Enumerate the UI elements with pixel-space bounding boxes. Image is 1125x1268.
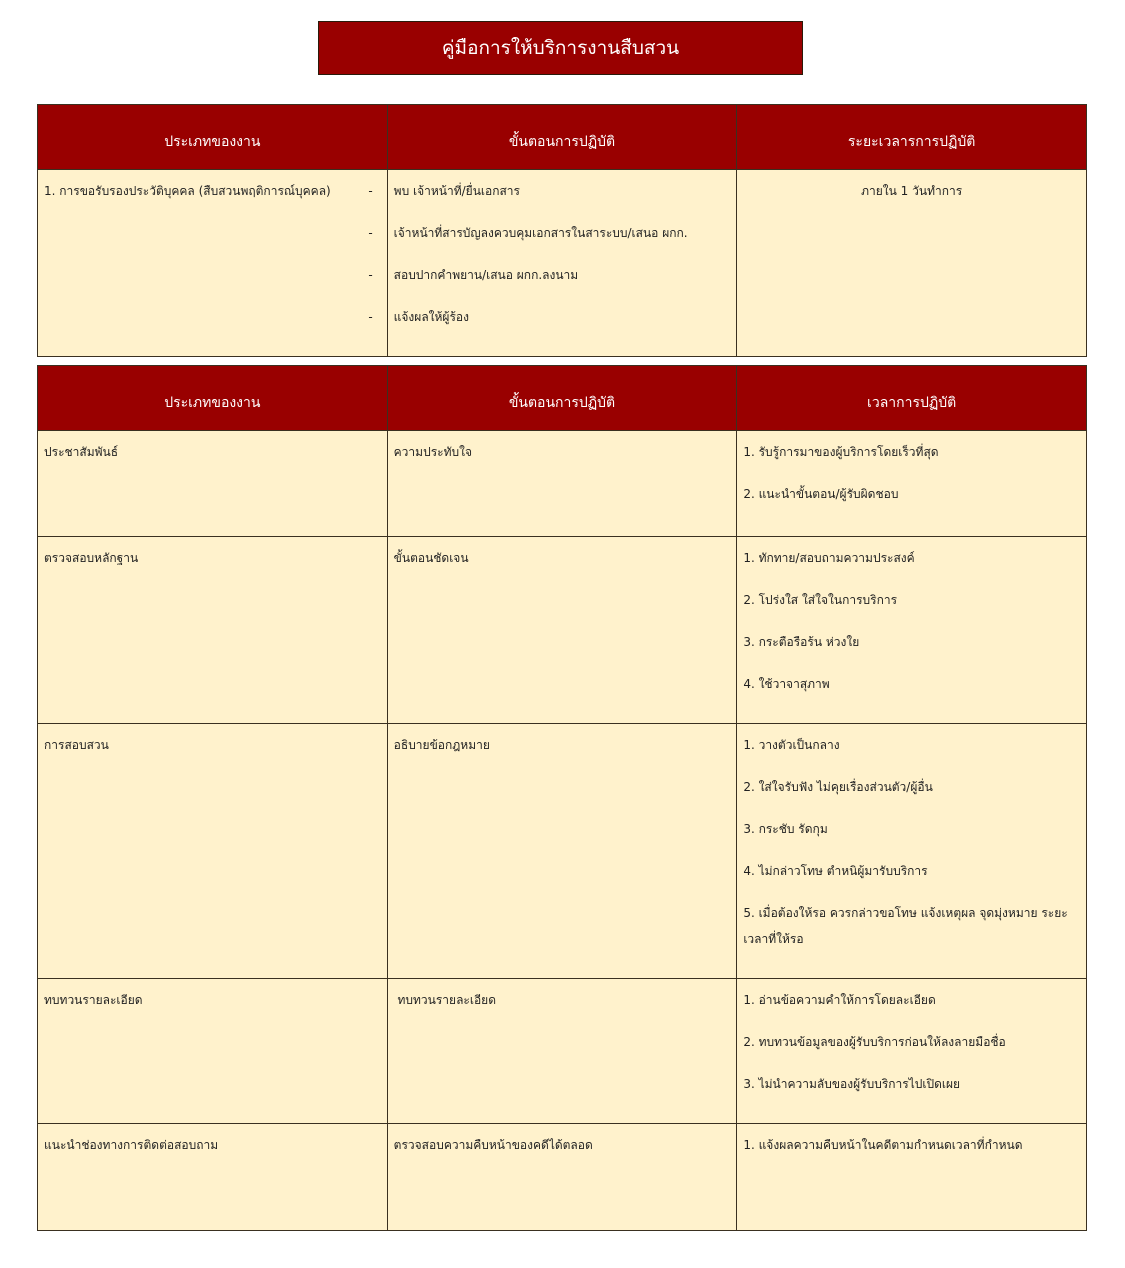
- procedure-cell: [387, 724, 737, 979]
- time-cell: [737, 431, 1087, 537]
- page-title-text: คู่มือการให้บริการงานสืบสวน: [441, 37, 680, 59]
- procedure-text: ความประทับใจ: [393, 445, 472, 459]
- procedure-text: ทบทวนรายละเอียด: [393, 993, 496, 1007]
- bullet-dash: -: [368, 184, 373, 198]
- procedure-step: สอบปากคำพยาน/เสนอ ผกก.ลงนาม: [393, 268, 579, 282]
- work-type-text: การสอบสวน: [44, 738, 109, 752]
- work-type-cell: [38, 537, 388, 724]
- procedure-cell: [387, 537, 737, 724]
- procedure-text: ขั้นตอนชัดเจน: [393, 551, 469, 565]
- work-type-cell: [38, 724, 388, 979]
- table-row: [38, 979, 1087, 1124]
- page-title: [318, 21, 803, 75]
- time-item: 2. ทบทวนข้อมูลของผู้รับบริการก่อนให้ลงลายมือชื่อ: [743, 1035, 1006, 1049]
- table-row: [38, 1124, 1087, 1231]
- procedure-step: พบ เจ้าหน้าที่/ยื่นเอกสาร: [393, 184, 520, 198]
- procedure-cell: [387, 1124, 737, 1231]
- time-cell: [737, 724, 1087, 979]
- work-type-cell: [38, 431, 388, 537]
- work-type-cell: [38, 979, 388, 1124]
- time-item: 2. ใส่ใจรับฟัง ไม่คุยเรื่องส่วนตัว/ผู้อื่น: [743, 780, 933, 794]
- time-item: 3. ไม่นำความลับของผู้รับบริการไปเปิดเผย: [743, 1077, 961, 1091]
- procedure-text: อธิบายข้อกฎหมาย: [393, 738, 490, 752]
- service-table-2: [37, 365, 1087, 1231]
- work-type-cell: [38, 1124, 388, 1231]
- duration-text: ภายใน 1 วันทำการ: [861, 184, 963, 198]
- table-row: [38, 170, 1087, 357]
- procedure-step: แจ้งผลให้ผู้ร้อง: [393, 310, 469, 324]
- time-item: 1. รับรู้การมาของผู้บริการโดยเร็วที่สุด: [743, 445, 939, 459]
- time-item: 5. เมื่อต้องให้รอ ควรกล่าวขอโทษ แจ้งเหตุผล จุดมุ่งหมาย ระยะเวลาที่ให้รอ: [743, 906, 1068, 946]
- time-cell: [737, 537, 1087, 724]
- time-cell: [737, 1124, 1087, 1231]
- header-duration: ระยะเวลารการปฏิบัติ: [737, 105, 1087, 170]
- duration-cell: [737, 170, 1087, 357]
- time-item: 2. โปร่งใส ใส่ใจในการบริการ: [743, 593, 898, 607]
- header-procedure: ขั้นตอนการปฏิบัติ: [387, 366, 737, 431]
- bullet-dash: -: [368, 310, 373, 324]
- work-type-text: 1. การขอรับรองประวัติบุคคล (สืบสวนพฤติการณ์บุคคล): [44, 184, 331, 198]
- work-type-text: ประชาสัมพันธ์: [44, 445, 119, 459]
- work-type-text: ตรวจสอบหลักฐาน: [44, 551, 139, 565]
- service-table-1: [37, 104, 1087, 357]
- work-type-cell: [38, 170, 388, 357]
- procedure-cell: [387, 979, 737, 1124]
- time-cell: [737, 979, 1087, 1124]
- bullet-dash: -: [368, 268, 373, 282]
- time-item: 3. กระตือรือร้น ห่วงใย: [743, 635, 860, 649]
- table-header-row: [38, 105, 1087, 170]
- time-item: 4. ไม่กล่าวโทษ ตำหนิผู้มารับบริการ: [743, 864, 928, 878]
- work-type-text: ทบทวนรายละเอียด: [44, 993, 143, 1007]
- procedure-cell: [387, 170, 737, 357]
- table-row: [38, 431, 1087, 537]
- time-item: 4. ใช้วาจาสุภาพ: [743, 677, 830, 691]
- bullet-dash: -: [368, 226, 373, 240]
- header-work-type: ประเภทของงาน: [38, 366, 388, 431]
- procedure-step: เจ้าหน้าที่สารบัญลงควบคุมเอกสารในสาระบบ/เสนอ ผกก.: [393, 226, 688, 240]
- time-item: 2. แนะนำขั้นตอน/ผู้รับผิดชอบ: [743, 487, 899, 501]
- header-procedure: ขั้นตอนการปฏิบัติ: [387, 105, 737, 170]
- time-item: 1. แจ้งผลความคืบหน้าในคดีตามกำหนดเวลาที่กำหนด: [743, 1138, 1023, 1152]
- work-type-text: แนะนำช่องทางการติดต่อสอบถาม: [44, 1138, 219, 1152]
- procedure-cell: [387, 431, 737, 537]
- table-header-row: [38, 366, 1087, 431]
- header-work-type: ประเภทของงาน: [38, 105, 388, 170]
- table-row: [38, 537, 1087, 724]
- time-item: 3. กระชับ รัดกุม: [743, 822, 828, 836]
- time-item: 1. ทักทาย/สอบถามความประสงค์: [743, 551, 915, 565]
- table-row: [38, 724, 1087, 979]
- time-item: 1. อ่านข้อความคำให้การโดยละเอียด: [743, 993, 936, 1007]
- time-item: 1. วางตัวเป็นกลาง: [743, 738, 840, 752]
- procedure-text: ตรวจสอบความคืบหน้าของคดีได้ตลอด: [393, 1138, 593, 1152]
- header-time: เวลาการปฏิบัติ: [737, 366, 1087, 431]
